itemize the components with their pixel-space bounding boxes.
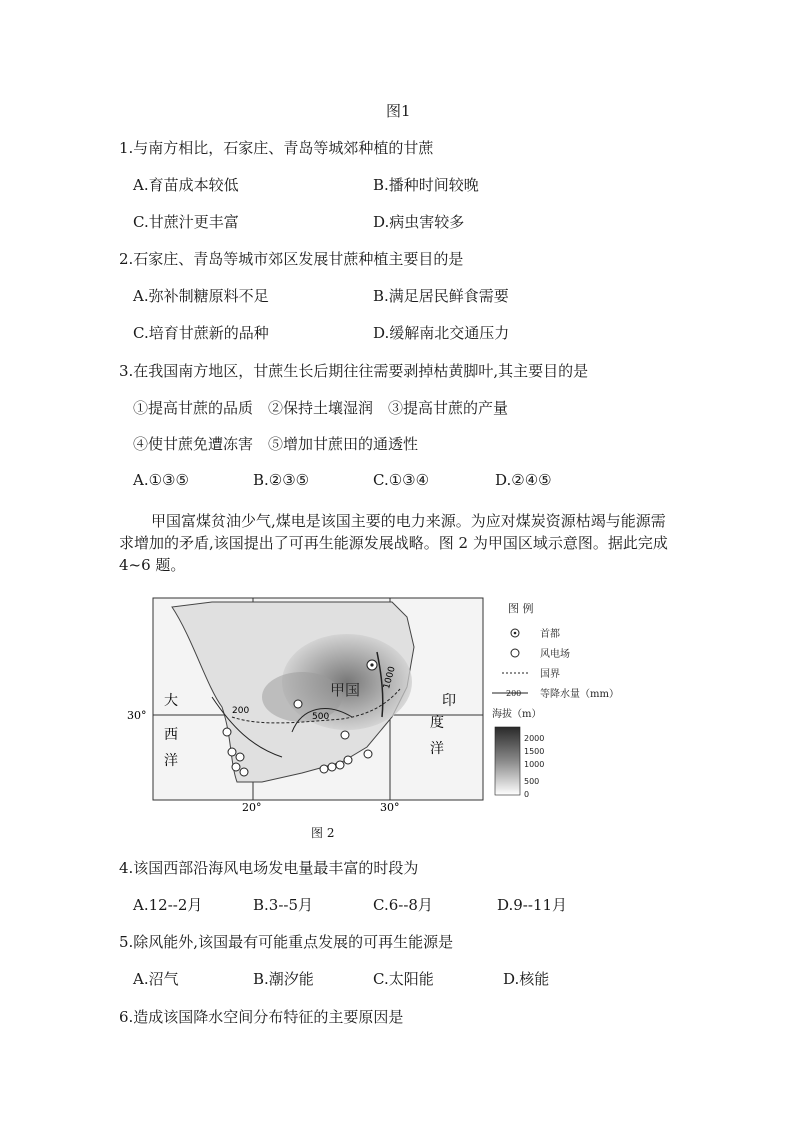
map-legend (492, 601, 619, 799)
svg-text:1000: 1000 (524, 760, 545, 769)
question-2-option-a: A.弥补制糖原料不足 (133, 287, 269, 305)
figure-2-caption: 图 2 (311, 826, 335, 840)
question-2-stem: 2.石家庄、青岛等城市郊区发展甘蔗种植主要目的是 (119, 250, 464, 268)
ocean-right-1: 印 (442, 693, 456, 709)
latitude-label: 30° (127, 709, 147, 722)
question-3-items-line-2: ④使甘蔗免遭冻害 ⑤增加甘蔗田的通透性 (133, 435, 419, 453)
question-3-option-d: D.②④⑤ (495, 471, 552, 489)
longitude-label-20: 20° (242, 801, 262, 814)
legend-capital-label: 首都 (540, 629, 560, 640)
question-5-stem: 5.除风能外,该国最有可能重点发展的可再生能源是 (119, 933, 454, 951)
svg-text:2000: 2000 (524, 734, 545, 743)
wind-farm (344, 756, 352, 764)
wind-farm (236, 753, 244, 761)
question-5-option-c: C.太阳能 (373, 970, 434, 988)
question-2-option-d: D.缓解南北交通压力 (373, 324, 510, 342)
wind-farm (294, 700, 302, 708)
reading-passage: 甲国富煤贫油少气,煤电是该国主要的电力来源。为应对煤炭资源枯竭与能源需求增加的矛盾,该国提出了可再生能源发展战略。图 2 为甲国区域示意图。据此完成 4~6 题。 (119, 512, 668, 574)
question-1-option-d: D.病虫害较多 (373, 213, 465, 231)
question-5-option-d: D.核能 (503, 970, 550, 988)
question-4-option-b: B.3--5月 (253, 896, 314, 914)
question-3-option-a: A.①③⑤ (133, 471, 189, 489)
longitude-label-30: 30° (380, 801, 400, 814)
svg-text:0: 0 (524, 790, 530, 799)
country-label: 甲国 (330, 681, 361, 699)
ocean-left-3: 洋 (164, 753, 178, 769)
legend-title: 图 例 (508, 602, 534, 615)
isohyet-label-1000: 1000 (382, 665, 398, 691)
question-4-stem: 4.该国西部沿海风电场发电量最丰富的时段为 (119, 859, 419, 877)
elevation-scale-bar (495, 727, 520, 795)
question-2-option-b: B.满足居民鲜食需要 (373, 287, 509, 305)
ocean-right-2: 度 (430, 715, 444, 731)
legend-wind-farm-label: 风电场 (540, 649, 570, 660)
question-4-option-d: D.9--11月 (497, 896, 568, 914)
question-3-option-b: B.②③⑤ (253, 471, 310, 489)
ocean-right-3: 洋 (430, 741, 444, 757)
wind-farm (341, 731, 349, 739)
question-1-stem: 1.与南方相比，石家庄、青岛等城郊种植的甘蔗 (119, 139, 434, 157)
country-map-figure (127, 597, 622, 814)
question-5-option-b: B.潮汐能 (253, 970, 314, 988)
svg-text:1500: 1500 (524, 747, 545, 756)
isohyet-label-500: 500 (312, 712, 330, 722)
svg-text:200: 200 (506, 689, 522, 698)
question-1-option-b: B.播种时间较晚 (373, 176, 479, 194)
legend-elevation-title: 海拔（m） (492, 709, 542, 720)
wind-farm (336, 761, 344, 769)
wind-farm (364, 750, 372, 758)
legend-wind-farm-icon (511, 649, 519, 657)
question-1-option-a: A.育苗成本较低 (133, 176, 239, 194)
wind-farm (320, 765, 328, 773)
question-1-option-c: C.甘蔗汁更丰富 (133, 213, 239, 231)
question-4-option-c: C.6--8月 (373, 896, 433, 914)
question-3-items-line-1: ①提高甘蔗的品质 ②保持土壤湿润 ③提高甘蔗的产量 (133, 399, 509, 417)
question-3-stem: 3.在我国南方地区，甘蔗生长后期往往需要剥掉枯黄脚叶,其主要目的是 (119, 362, 589, 380)
wind-farm (240, 768, 248, 776)
question-3-option-c: C.①③④ (373, 471, 430, 489)
svg-text:500: 500 (524, 777, 540, 786)
question-6-stem: 6.造成该国降水空间分布特征的主要原因是 (119, 1008, 404, 1026)
wind-farm (223, 728, 231, 736)
wind-farm (228, 748, 236, 756)
wind-farm (328, 763, 336, 771)
ocean-left-2: 西 (164, 727, 178, 743)
legend-border-label: 国界 (540, 669, 560, 680)
wind-farm (232, 763, 240, 771)
ocean-left-1: 大 (164, 693, 178, 709)
question-4-option-a: A.12--2月 (133, 896, 203, 914)
question-2-option-c: C.培育甘蔗新的品种 (133, 324, 269, 342)
question-5-option-a: A.沼气 (133, 970, 179, 988)
isohyet-label-200: 200 (232, 706, 250, 716)
legend-isohyet-label: 等降水量（mm） (540, 689, 619, 700)
figure-1-caption: 图1 (386, 102, 411, 120)
